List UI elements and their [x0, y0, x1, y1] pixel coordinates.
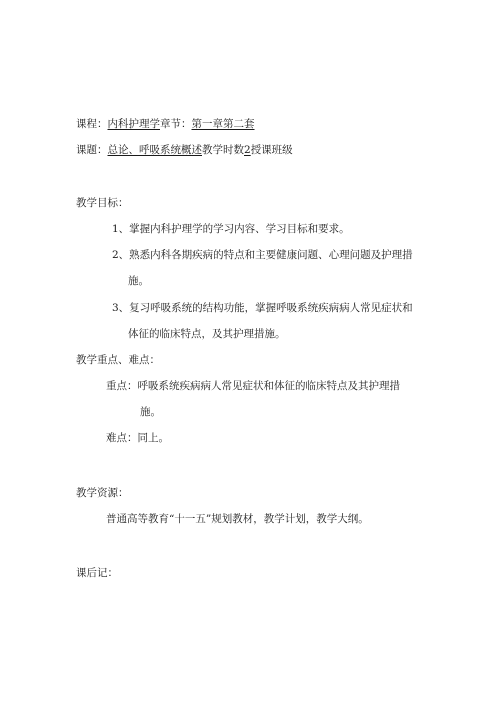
objective-item-2-line-1: 2、熟悉内科各期疾病的特点和主要健康问题、心理问题及护理措	[112, 249, 413, 261]
class-label: 授课班级	[250, 144, 293, 156]
objective-item-3-line-2: 体征的临床特点，及其护理措施。	[128, 328, 286, 340]
resources-text: 普通高等教育“十一五”规划教材，教学计划，教学大纲。	[106, 513, 369, 525]
course-value: 内科护理学	[107, 118, 160, 130]
topic-value: 总论、呼吸系统概述	[107, 144, 202, 156]
key-point-line-1: 重点：呼吸系统疾病病人常见症状和体征的临床特点及其护理措	[106, 380, 400, 392]
resources-heading: 教学资源：	[76, 487, 129, 499]
hours-value: 2	[244, 144, 251, 156]
objective-item-3-line-1: 3、复习呼吸系统的结构功能，掌握呼吸系统疾病病人常见症状和	[112, 302, 413, 314]
objective-item-1: 1、掌握内科护理学的学习内容、学习目标和要求。	[112, 223, 350, 235]
course-label: 课程：	[76, 118, 108, 130]
topic-label: 课题：	[76, 144, 108, 156]
course-line	[76, 117, 255, 131]
hours-label: 教学时数	[202, 144, 244, 156]
chapter-value: 第一章第二套	[191, 118, 255, 130]
objectives-heading: 教学目标：	[76, 197, 129, 209]
chapter-label: 章节：	[160, 118, 192, 130]
difficult-point: 难点：同上。	[106, 432, 169, 444]
key-point-line-2: 施。	[140, 406, 161, 418]
topic-line	[76, 143, 293, 157]
key-points-heading: 教学重点、难点：	[76, 354, 160, 366]
notes-heading: 课后记：	[76, 567, 118, 579]
objective-item-2-line-2: 施。	[128, 275, 149, 287]
